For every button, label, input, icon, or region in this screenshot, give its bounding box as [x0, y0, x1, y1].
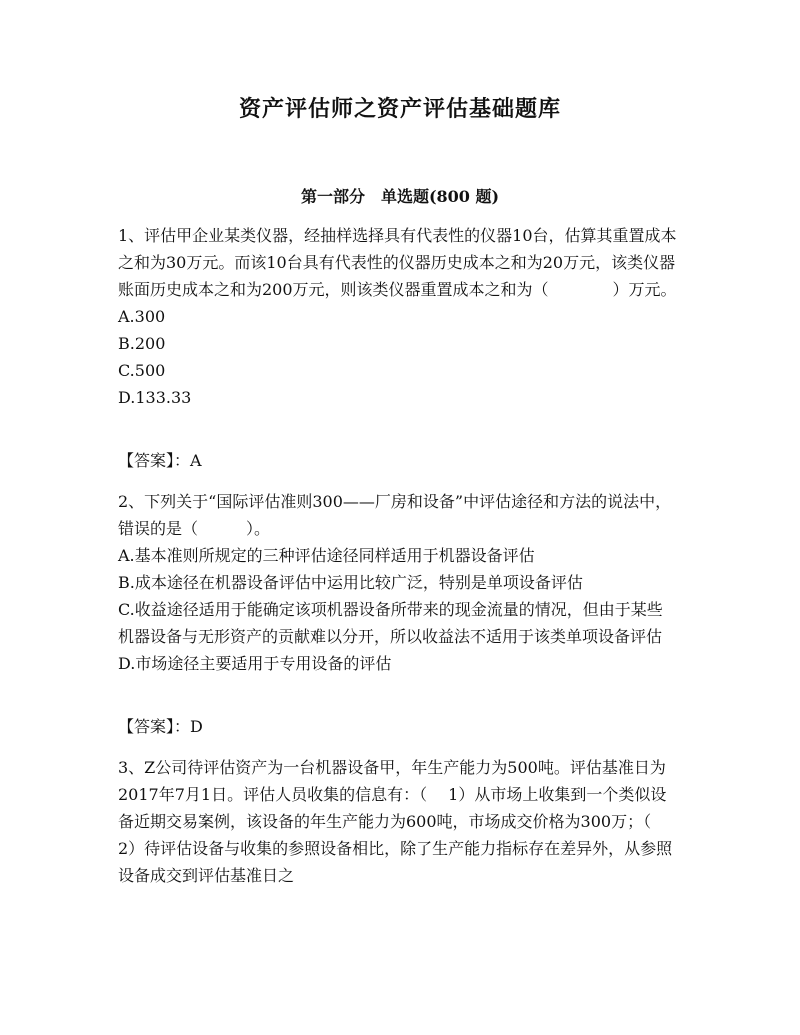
- option-c: C.收益途径适用于能确定该项机器设备所带来的现金流量的情况，但由于某些机器设备与无形资产的贡献难以分开，所以收益法不适用于该类单项设备评估: [118, 600, 663, 646]
- option-c: C.500: [118, 361, 166, 380]
- option-a: A.300: [118, 307, 166, 326]
- document-title: 资产评估师之资产评估基础题库: [238, 96, 561, 122]
- question-text: 2、下列关于“国际评估准则300——厂房和设备”中评估途径和方法的说法中，错误的是（ ）。: [118, 492, 672, 538]
- option-a: A.基本准则所规定的三种评估途径同样适用于机器设备评估: [118, 546, 535, 565]
- option-d: D.市场途径主要适用于专用设备的评估: [118, 654, 392, 673]
- question-text: 1、评估甲企业某类仪器，经抽样选择具有代表性的仪器10台，估算其重置成本之和为30万元。而该10台具有代表性的仪器历史成本之和为20万元，该类仪器账面历史成本之和为200万元，则该类仪器重置成本之和为（ ）万元。: [118, 226, 677, 299]
- question-list: [118, 222, 678, 889]
- answer: 【答案】：D: [118, 717, 203, 736]
- option-b: B.成本途径在机器设备评估中运用比较广泛，特别是单项设备评估: [118, 573, 583, 592]
- section-heading: 第一部分 单选题(800 题): [300, 187, 500, 206]
- question-text: 3、Z公司待评估资产为一台机器设备甲，年生产能力为500吨。评估基准日为2017年7月1日。评估人员收集的信息有：（ 1）从市场上收集到一个类似设备近期交易案例，该设备的年生产能力为600吨，市场成交价格为300万；（ 2）待评估设备与收集的参照设备相比，除了生产能力指标存在差异外，从参照设备成交到评估基准日之: [118, 758, 673, 885]
- answer: 【答案】：A: [118, 451, 202, 470]
- option-d: D.133.33: [118, 388, 192, 407]
- option-b: B.200: [118, 334, 166, 353]
